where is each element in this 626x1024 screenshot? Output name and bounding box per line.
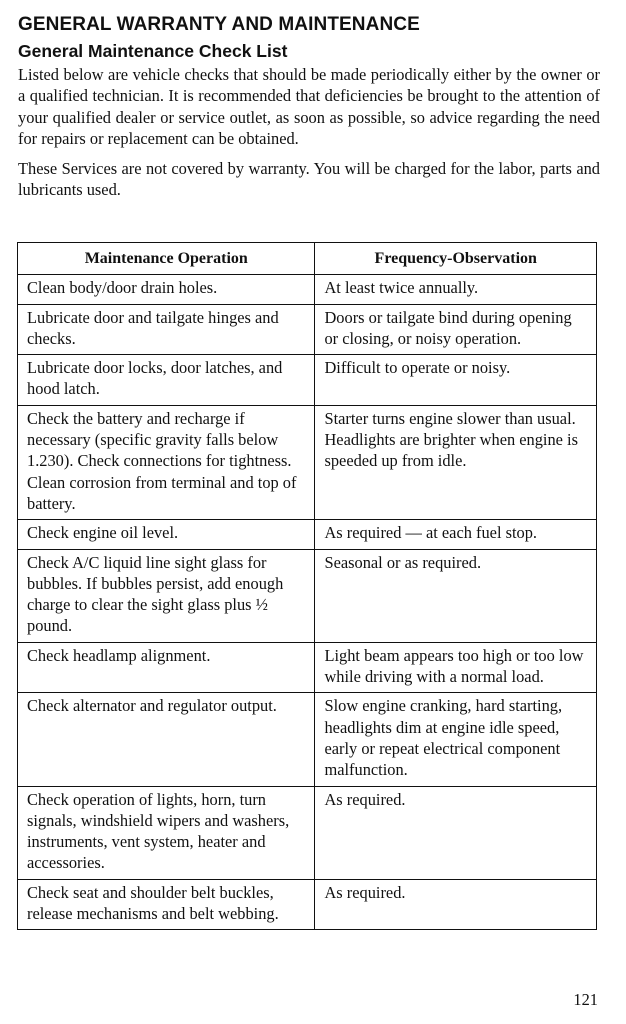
frequency-cell: Difficult to operate or noisy. xyxy=(315,355,597,406)
table-row xyxy=(18,355,597,406)
intro-paragraph: Listed below are vehicle checks that should be made periodically either by the owner or a qualified technician. It is recommended that deficiencies be brought to the attention of your qualified dealer or service outlet, as soon as possible, so advice regarding the need for repairs or replacement can be obtained. xyxy=(18,65,600,148)
frequency-cell: As required. xyxy=(315,879,597,930)
table-header-row xyxy=(18,243,597,275)
operation-cell: Check alternator and regulator output. xyxy=(18,693,315,786)
column-header-operation: Maintenance Operation xyxy=(18,243,315,275)
table-row xyxy=(18,304,597,355)
frequency-cell: Light beam appears too high or too low while driving with a normal load. xyxy=(315,642,597,693)
table-row xyxy=(18,405,597,519)
table-row xyxy=(18,275,597,304)
warranty-note-paragraph: These Services are not covered by warranty. You will be charged for the labor, parts and lubricants used. xyxy=(18,159,600,200)
frequency-cell: As required — at each fuel stop. xyxy=(315,520,597,549)
maintenance-checklist-table xyxy=(17,242,597,930)
table-row xyxy=(18,879,597,930)
table-row xyxy=(18,549,597,642)
table-row xyxy=(18,642,597,693)
operation-cell: Check headlamp alignment. xyxy=(18,642,315,693)
page-number: 121 xyxy=(573,990,598,1009)
operation-cell: Check engine oil level. xyxy=(18,520,315,549)
operation-cell: Lubricate door locks, door latches, and hood latch. xyxy=(18,355,315,406)
table-row xyxy=(18,520,597,549)
frequency-cell: Slow engine cranking, hard starting, headlights dim at engine idle speed, early or repeat electrical component malfunction. xyxy=(315,693,597,786)
operation-cell: Check A/C liquid line sight glass for bubbles. If bubbles persist, add enough charge to clear the sight glass plus ½ pound. xyxy=(18,549,315,642)
frequency-cell: Starter turns engine slower than usual. Headlights are brighter when engine is speeded up from idle. xyxy=(315,405,597,519)
table-row xyxy=(18,693,597,786)
operation-cell: Lubricate door and tailgate hinges and checks. xyxy=(18,304,315,355)
frequency-cell: Seasonal or as required. xyxy=(315,549,597,642)
operation-cell: Check operation of lights, horn, turn signals, windshield wipers and washers, instruments, vent system, heater and accessories. xyxy=(18,786,315,879)
table-row xyxy=(18,786,597,879)
frequency-cell: As required. xyxy=(315,786,597,879)
operation-cell: Clean body/door drain holes. xyxy=(18,275,315,304)
operation-cell: Check seat and shoulder belt buckles, release mechanisms and belt webbing. xyxy=(18,879,315,930)
frequency-cell: At least twice annually. xyxy=(315,275,597,304)
document-page xyxy=(18,14,600,201)
page-subtitle: General Maintenance Check List xyxy=(18,41,288,61)
frequency-cell: Doors or tailgate bind during opening or closing, or noisy operation. xyxy=(315,304,597,355)
operation-cell: Check the battery and recharge if necessary (specific gravity falls below 1.230). Check connections for tightness. Clean corrosion from terminal and top of battery. xyxy=(18,405,315,519)
column-header-frequency: Frequency-Observation xyxy=(315,243,597,275)
section-title: GENERAL WARRANTY AND MAINTENANCE xyxy=(18,14,420,35)
